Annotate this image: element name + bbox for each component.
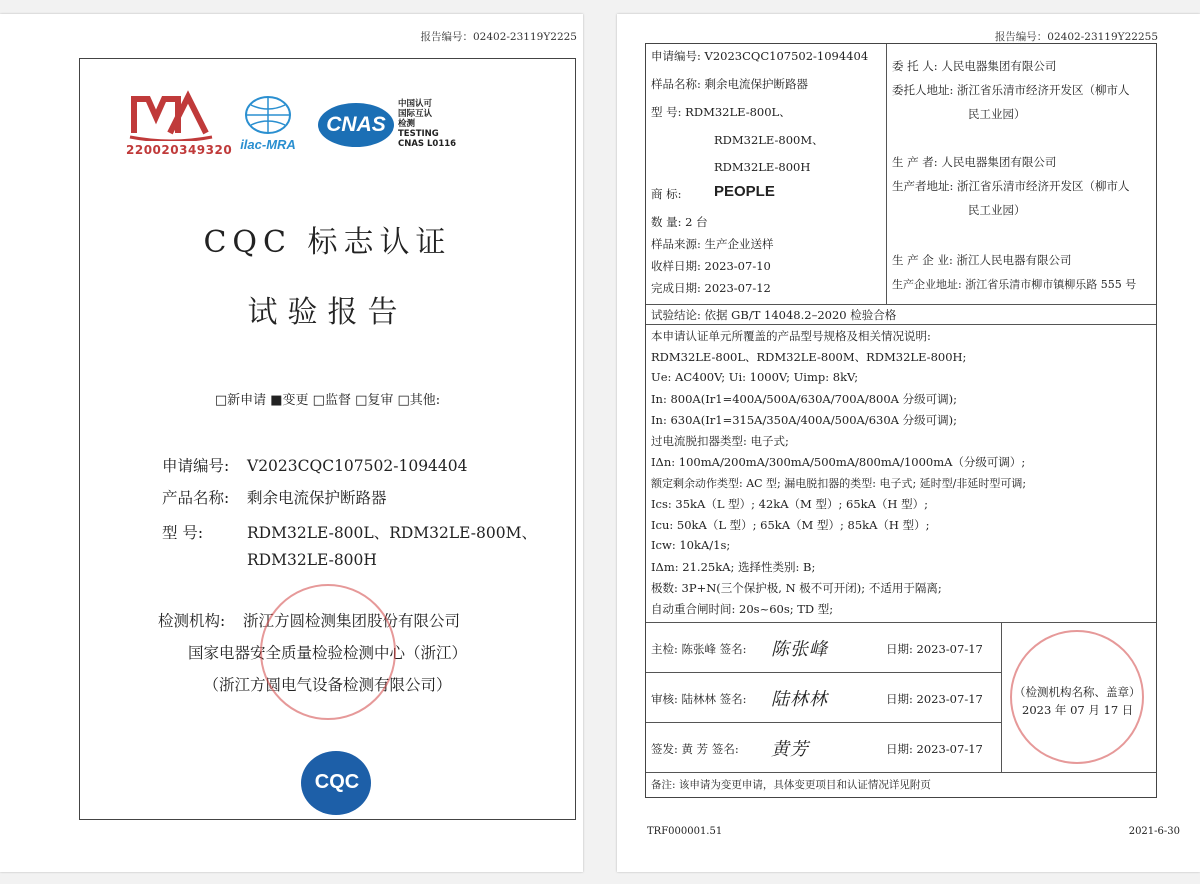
spec-line: RDM32LE-800L、RDM32LE-800M、RDM32LE-800H; — [651, 350, 967, 364]
ilac-mra-text: ilac-MRA — [240, 137, 296, 152]
field-label: 型 号: — [162, 524, 204, 542]
field-label: 产品名称: — [162, 489, 230, 507]
report-number: 报告编号：02402-23119Y22255 — [994, 31, 1158, 43]
spec-line: 自动重合闸时间: 20s~60s; TD 型; — [651, 602, 834, 616]
cnas-line: 国际互认 — [398, 109, 433, 119]
cqc-text: CQC — [314, 771, 360, 793]
signature-role: 主检: 陈张峰 签名: — [651, 642, 747, 656]
info-application-no: 申请编号: V2023CQC107502-1094404 — [651, 49, 869, 63]
cover-title-line2: 试验报告 — [247, 295, 408, 330]
spec-line: Ics: 35kA（L 型）; 42kA（M 型）; 65kA（H 型）; — [651, 497, 928, 511]
lab-field — [158, 609, 460, 631]
table-divider — [646, 324, 1156, 325]
info-client: 委 托 人: 人民电器集团有限公司 — [892, 59, 1057, 73]
spec-line: 极数: 3P+N(三个保护极, N 极不可开闭); 不适用于隔离; — [651, 581, 942, 595]
table-divider — [646, 622, 1156, 623]
table-divider — [886, 44, 887, 304]
info-received-date: 收样日期: 2023-07-10 — [651, 259, 771, 273]
table-divider — [646, 672, 1001, 673]
spec-line: Icu: 50kA（L 型）; 65kA（M 型）; 85kA（H 型）; — [651, 518, 930, 532]
info-factory: 生 产 企 业: 浙江人民电器有限公司 — [892, 253, 1072, 267]
cqc-logo — [295, 749, 379, 819]
field-value: V2023CQC107502-1094404 — [247, 457, 468, 475]
table-divider — [646, 722, 1001, 723]
info-model: 型 号: RDM32LE-800L、 — [651, 105, 791, 119]
seal-date: 2023 年 07 月 17 日 — [1022, 703, 1134, 717]
cma-logo — [126, 89, 233, 157]
table-divider — [646, 304, 1156, 305]
ilac-globe-icon — [233, 93, 303, 135]
field-label: 检测机构: — [158, 612, 226, 630]
info-factory-address: 生产企业地址: 浙江省乐清市柳市镇柳乐路 555 号 — [892, 278, 1137, 291]
info-sample-source: 样品来源: 生产企业送样 — [651, 237, 774, 251]
info-client-address-cont: 民工业园） — [968, 107, 1026, 121]
spec-line: Icw: 10kA/1s; — [651, 538, 731, 552]
form-date: 2021-6-30 — [1128, 826, 1180, 837]
cnas-emblem: CNAS — [318, 103, 394, 147]
seal-caption: （检测机构名称、盖章） — [1014, 685, 1141, 699]
info-quantity: 数 量: 2 台 — [651, 215, 708, 229]
cnas-line: 检测 — [398, 119, 416, 129]
form-code: TRF000001.51 — [647, 826, 723, 837]
info-manufacturer: 生 产 者: 人民电器集团有限公司 — [892, 155, 1057, 169]
report-detail-page — [617, 14, 1200, 872]
info-client-address: 委托人地址: 浙江省乐清市经济开发区（柳市人 — [892, 83, 1130, 97]
table-divider — [1001, 622, 1002, 772]
info-product-name: 样品名称: 剩余电流保护断路器 — [651, 77, 809, 91]
field-value: 浙江方圆检测集团股份有限公司 — [243, 612, 461, 630]
application-number-field — [162, 454, 468, 476]
lab-line-2: 国家电器安全质量检验检测中心（浙江） — [187, 644, 467, 662]
cnas-logo — [318, 97, 468, 153]
info-manufacturer-address-cont: 民工业园） — [968, 203, 1026, 217]
spec-line: In: 630A(Ir1=315A/350A/400A/500A/630A 分级可调); — [651, 413, 958, 427]
info-manufacturer-address: 生产者地址: 浙江省乐清市经济开发区（柳市人 — [892, 179, 1130, 193]
spec-line: 本申请认证单元所覆盖的产品型号规格及相关情况说明: — [651, 329, 931, 343]
spec-line: 过电流脱扣器类型: 电子式; — [651, 434, 789, 448]
model-field-continued: RDM32LE-800H — [247, 551, 377, 569]
signature-date: 日期: 2023-07-17 — [886, 692, 983, 706]
lab-line-3: （浙江方圆电气设备检测有限公司） — [203, 676, 452, 694]
spec-line: IΔm: 21.25kA; 选择性类别: B; — [651, 560, 816, 574]
brand-logo: PEOPLE — [714, 183, 775, 200]
report-table — [645, 43, 1157, 798]
ilac-mra-logo — [233, 93, 303, 152]
test-conclusion: 试验结论: 依据 GB/T 14048.2–2020 检验合格 — [651, 308, 897, 322]
field-value: 剩余电流保护断路器 — [247, 489, 387, 507]
cover-title-line1: CQC 标志认证 — [203, 225, 452, 260]
handwritten-signature: 黄芳 — [771, 739, 809, 760]
cnas-text — [398, 99, 456, 149]
cnas-line: 中国认可 — [398, 99, 433, 109]
report-cover-page — [0, 14, 583, 872]
signature-date: 日期: 2023-07-17 — [886, 742, 983, 756]
report-number: 报告编号：02402-23119Y2225 — [420, 31, 577, 43]
application-type-checkboxes: □新申请 ■变更 □监督 □复审 □其他: — [214, 393, 441, 408]
cma-logo-icon — [126, 89, 216, 141]
product-name-field — [162, 486, 387, 508]
signature-date: 日期: 2023-07-17 — [886, 642, 983, 656]
signature-role: 审核: 陆林林 签名: — [651, 692, 747, 706]
spec-line: Ue: AC400V; Ui: 1000V; Uimp: 8kV; — [651, 370, 859, 384]
info-model-cont: RDM32LE-800H — [714, 160, 811, 174]
field-label: 申请编号: — [162, 457, 230, 475]
cma-number: 220020349320 — [126, 143, 233, 157]
remark: 备注: 该申请为变更申请，具体变更项目和认证情况详见附页 — [651, 779, 931, 791]
field-value: RDM32LE-800L、RDM32LE-800M、 — [247, 524, 537, 542]
spec-line: 额定剩余动作类型: AC 型; 漏电脱扣器的类型: 电子式; 延时型/非延时型可调; — [651, 477, 1027, 490]
handwritten-signature: 陆林林 — [771, 689, 828, 710]
handwritten-signature: 陈张峰 — [771, 639, 828, 660]
spec-line: IΔn: 100mA/200mA/300mA/500mA/800mA/1000mA（分级可调）; — [651, 455, 1026, 469]
cnas-line: CNAS L0116 — [398, 139, 457, 149]
cover-frame — [79, 58, 576, 820]
cnas-line: TESTING — [398, 129, 439, 139]
spec-line: In: 800A(Ir1=400A/500A/630A/700A/800A 分级可调); — [651, 392, 958, 406]
table-divider — [646, 772, 1156, 773]
model-field — [162, 521, 537, 543]
signature-role: 签发: 黄 芳 签名: — [651, 742, 739, 756]
info-model-cont: RDM32LE-800M、 — [714, 133, 824, 147]
info-brand-label: 商 标: — [651, 187, 682, 201]
info-completed-date: 完成日期: 2023-07-12 — [651, 281, 771, 295]
